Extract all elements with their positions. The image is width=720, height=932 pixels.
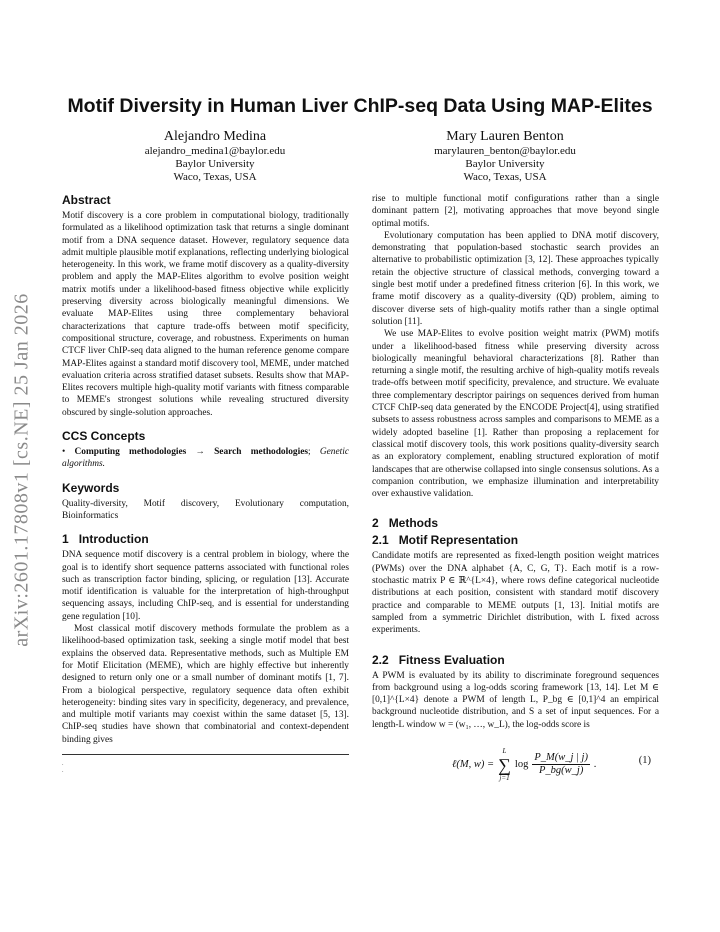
author-affiliation: Baylor University [175,158,255,170]
author-name: Mary Lauren Benton [446,129,564,144]
fitness-evaluation-text: A PWM is evaluated by its ability to discriminate foreground sequences from background using a log-odds scoring framework [13, 14]. Let M ∈ [0,1]^{L×4} denote a PWM of length L, P_bg ∈ [0,1]^4 an empirical background nucleotide distribution, and S a set of input sequences. For a length-L window w = (w₁, …, w_L), the log-odds score is [372,670,659,730]
ccs-heading: CCS Concepts [62,429,146,444]
author-email: alejandro_medina1@baylor.edu [144,145,286,157]
intro-paragraph: Evolutionary computation has been applied to DNA motif discovery, demonstrating that population-based stochastic search provides an alternative to probabilistic optimization [3, 12]. These approaches typically retain the objective structure of classical methods, converging toward a single best motif under a predefined fitness criterion [6]. In this work, we frame motif discovery as a quality-diversity (QD) problem, aiming to discover diverse sets of high-quality motifs rather than a single optimal solution [11]. [372,230,659,327]
subsection-heading: 2.1 Motif Representation [372,533,519,548]
subsection-heading: 2.2 Fitness Evaluation [372,652,505,667]
keywords-heading: Keywords [62,480,120,495]
author-block-2 [355,128,655,184]
equation-lhs: ℓ(M, w) = [452,758,495,770]
footnote-marks: . . [62,760,64,774]
intro-heading: 1 Introduction [62,532,149,547]
fraction: $\frac{P\_M(w\_j | j)}{P\_bg(w\_j)}$ [534,752,588,777]
abstract-heading: Abstract [62,193,111,207]
motif-representation-text: Candidate motifs are represented as fixed-length position weight matrices (PWMs) over the DNA alphabet {A, C, G, T}. Each motif is a row-stochastic matrix P ∈ ℝ^{L×4}, where rows define categorical nucleotide distributions at each position, consistent with standard motif discovery practice and comparable to MEME outputs [1, 13]. Initial motifs are sampled from a symmetric Dirichlet distribution, with L fixed across experiments. [372,551,659,636]
footnote-rule [62,754,349,755]
left-column [62,193,349,775]
intro-paragraph: Most classical motif discovery methods formulate the problem as a likelihood-based optimization task, seeking a single motif model that best explains the observed data. Representative methods, such as Multiple EM for Motif Elicitation (MEME), which are highly effective but inherently designed to return only one or a small number of dominant motifs [1, 7]. From a biological perspective, regulatory sequence data often exhibit heterogeneity: binding sites vary in specificity, degeneracy, and prevalence, and multiple motif variants may coexist within the same dataset [5, 13]. ChIP-seq studies have shown that combinatorial and context-dependent binding gives [62,624,349,745]
author-location: Waco, Texas, USA [173,171,257,183]
author-email: marylauren_benton@baylor.edu [434,145,576,157]
intro-paragraph: DNA sequence motif discovery is a central problem in biology, where the goal is to identify short sequence patterns associated with functional roles such as transcription factor binding, splicing, or regulation [13]. Accurate motif identification is valuable for the interpretation of high-throughput sequencing assays, including ChIP-seq, and is essential for understanding gene regulation [10]. [62,550,349,622]
log-operator: log [514,758,529,770]
methods-heading: 2 Methods [372,516,439,531]
ccs-concepts: • Computing methodologies → Search methodologies; Genetic algorithms. [62,447,349,470]
arxiv-stamp: arXiv:2601.17808v1 [cs.NE] 25 Jan 2026 [10,293,33,647]
author-name: Alejandro Medina [163,129,267,144]
paper-title: Motif Diversity in Human Liver ChIP-seq Data Using MAP-Elites [67,95,653,117]
equation-number: (1) [638,754,651,766]
author-location: Waco, Texas, USA [463,171,547,183]
abstract-text: Motif discovery is a core problem in computational biology, traditionally formulated as a likelihood optimization task that returns a single dominant motif from a DNA sequence dataset. However, regulatory sequence data admit multiple plausible motif explanations, reflecting underlying biological heterogeneity. In this work, we frame motif discovery as a quality-diversity problem and apply the MAP-Elites algorithm to evolve position weight matrix motifs under a likelihood-based fitness objective while explicitly preserving diversity across biologically meaningful dimensions. We evaluate MAP-Elites using three complementary behavioral characterizations that capture trade-offs between motif specificity, compositional structure, coverage, and robustness. Experiments on human CTCF liver ChIP-seq data aligned to the human reference genome compare MAP-Elites against a standard motif discovery tool, MEME, under matched evaluation criteria across stratified dataset subsets. Results show that MAP-Elites recovers multiple high-quality motif variants with fitness comparable to MEME's strongest solutions while revealing structured diversity obscured by single-solution approaches. [62,211,349,418]
intro-paragraph: We use MAP-Elites to evolve position weight matrix (PWM) motifs under a likelihood-based fitness while preserving diversity across biologically meaningful behavioral characterizations [8]. Rather than returning a single motif, the resulting archive of high-quality motifs reveals trade-offs between motif specificity, prevalence, and structure. We evaluate three complementary descriptor pairings on sequences derived from human CTCF ChIP-seq data generated by the ENCODE Project[4], using stratified subsets to assess robustness across samples and comparisons to MEME as a widely adopted baseline [1]. Rather than proposing a replacement for classical motif discovery tools, this work positions quality-diversity search as an exploratory complement, enabling structured exploration of motif landscapes that are otherwise collapsed into single consensus solutions. As a companion contribution, we emphasize illumination and interpretability over exhaustive validation. [372,329,659,500]
author-block-1 [65,128,365,184]
equation-1: ℓ(M, w) = L ∑ j=1 log $\frac{P\_M(w\_j | j)}{P\_bg(w\_j)}$ . (1) [452,746,651,782]
intro-continued: rise to multiple functional motif configurations rather than a single dominant pattern [2], motivating approaches that move beyond single optimal motifs. [372,194,659,229]
right-column [372,193,659,781]
keywords-text: Quality-diversity, Motif discovery, Evolutionary computation, Bioinformatics [62,498,349,521]
author-affiliation: Baylor University [465,158,545,170]
summation: L ∑ j=1 [498,746,511,782]
